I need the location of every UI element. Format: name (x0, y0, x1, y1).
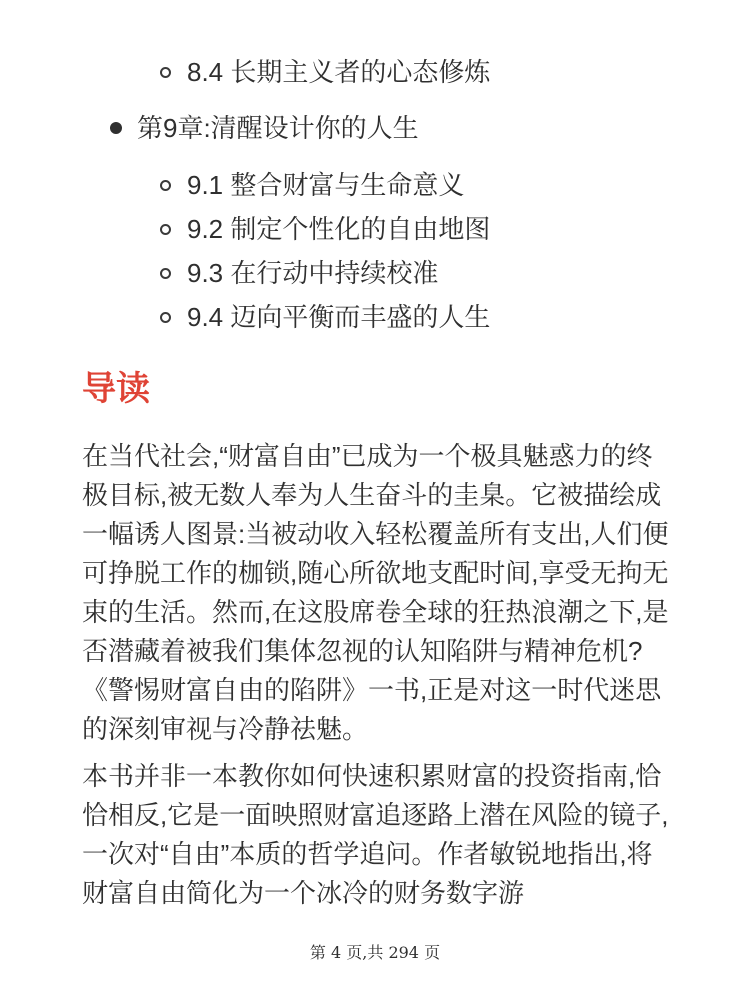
circle-bullet-icon (160, 180, 171, 191)
toc-list (82, 106, 670, 339)
toc-chapter-9-block (82, 106, 670, 339)
circle-bullet-icon (160, 224, 171, 235)
toc-item-label: 9.4 迈向平衡而丰盛的人生 (187, 302, 491, 332)
toc-item-label: 9.1 整合财富与生命意义 (187, 170, 465, 200)
page-number-footer (0, 941, 750, 965)
intro-paragraph-2: 本书并非一本教你如何快速积累财富的投资指南,恰恰相反,它是一面映照财富追逐路上潜在风险的镜子,一次对“自由”本质的哲学追问。作者敏锐地指出,将财富自由简化为一个冰冷的财务数字游 (82, 761, 669, 908)
section-heading-daodu: 导读 (82, 370, 150, 408)
toc-sublist-chapter-8 (82, 50, 670, 94)
intro-paragraph-1: 在当代社会,“财富自由”已成为一个极具魅惑力的终极目标,被无数人奉为人生奋斗的圭臬。它被描绘成一幅诱人图景:当被动收入轻松覆盖所有支出,人们便可挣脱工作的枷锁,随心所欲地支配时间,享受无拘无束的生活。然而,在这股席卷全球的狂热浪潮之下,是否潜藏着被我们集体忽视的认知陷阱与精神危机?《警惕财富自由的陷阱》一书,正是对这一时代迷思的深刻审视与冷静祛魅。 (82, 441, 669, 744)
toc-sublist-chapter-9 (82, 163, 670, 339)
toc-item-label: 9.2 制定个性化的自由地图 (187, 214, 491, 244)
toc-item-label: 8.4 长期主义者的心态修炼 (187, 57, 491, 87)
table-of-contents (82, 50, 670, 339)
toc-item-9-4 (82, 295, 670, 339)
page-number-text: 第 4 页,共 294 页 (309, 943, 441, 962)
circle-bullet-icon (160, 67, 171, 78)
toc-chapter-label: 第9章:清醒设计你的人生 (137, 113, 419, 143)
toc-item-8-4 (82, 50, 670, 94)
circle-bullet-icon (160, 268, 171, 279)
toc-item-9-1 (82, 163, 670, 207)
toc-item-9-3 (82, 251, 670, 295)
toc-item-chapter-9 (82, 106, 670, 150)
toc-item-9-2 (82, 207, 670, 251)
toc-item-label: 9.3 在行动中持续校准 (187, 258, 439, 288)
circle-bullet-icon (160, 312, 171, 323)
disc-bullet-icon (110, 122, 122, 134)
